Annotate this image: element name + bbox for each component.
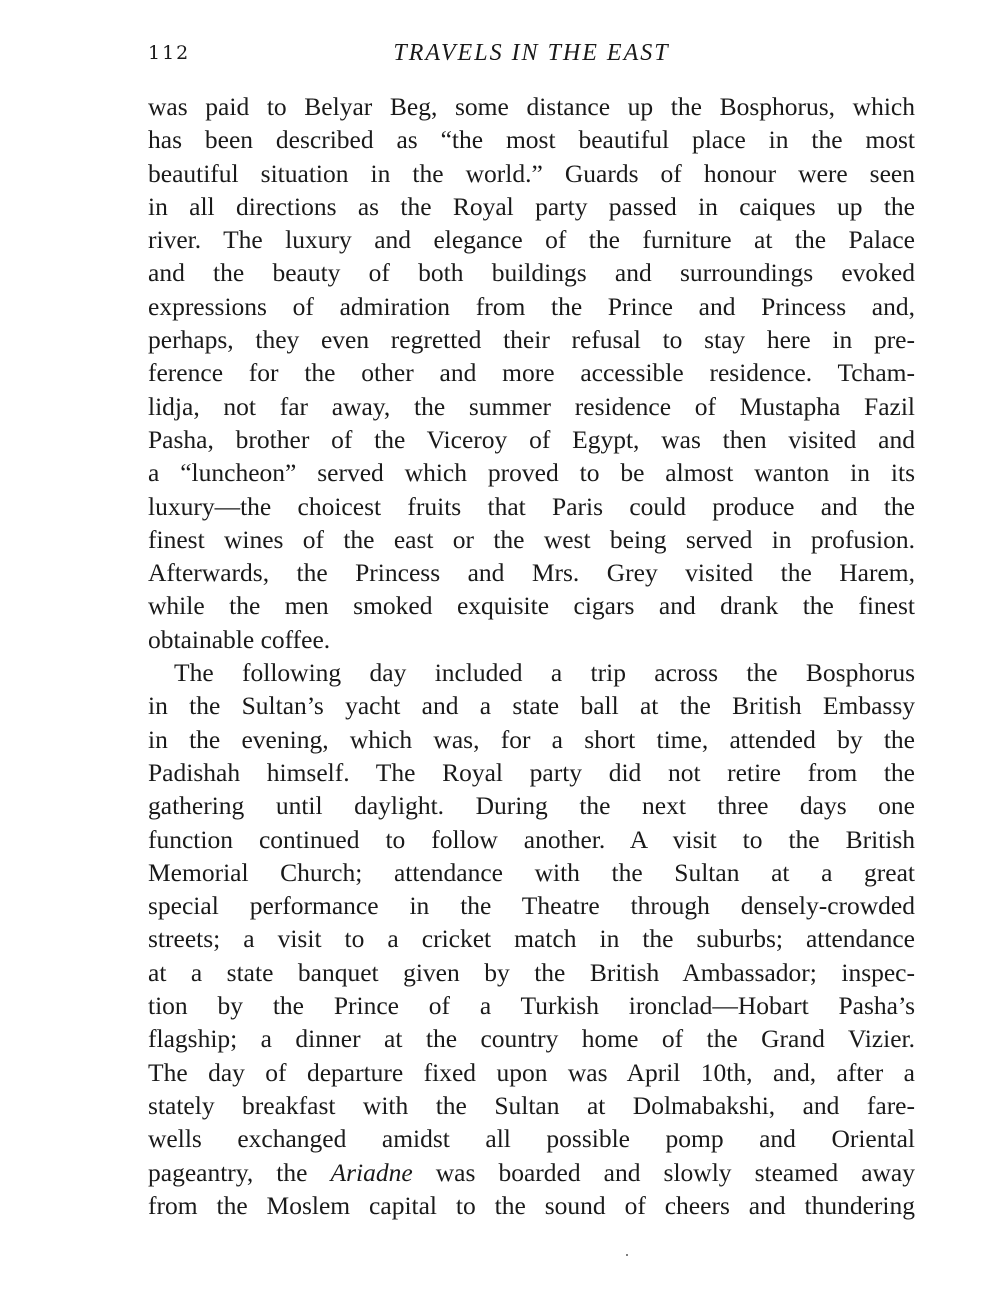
text-line: Pasha, brother of the Viceroy of Egypt, was then visited and [148, 424, 915, 454]
text-line: at a state banquet given by the British Ambassador; inspec- [148, 957, 915, 987]
running-title: TRAVELS IN THE EAST [393, 40, 670, 66]
text-line: Afterwards, the Princess and Mrs. Grey visited the Harem, [148, 558, 915, 588]
text-line: a “luncheon” served which proved to be almost wanton in its [148, 458, 915, 488]
text-line: Padishah himself. The Royal party did not retire from the [148, 757, 915, 787]
text-line: and the beauty of both buildings and surroundings evoked [148, 258, 915, 288]
text-line: stately breakfast with the Sultan at Dolmabakshi, and fare- [148, 1090, 915, 1120]
running-head [148, 36, 915, 70]
text-line: perhaps, they even regretted their refusal to stay here in pre- [148, 325, 915, 355]
text-line: beautiful situation in the world.” Guards of honour were seen [148, 158, 915, 188]
text-line: obtainable coffee. [148, 624, 331, 654]
text-line: from the Moslem capital to the sound of cheers and thundering [148, 1190, 915, 1220]
text-line: finest wines of the east or the west being served in profusion. [148, 524, 915, 554]
text-line: in all directions as the Royal party passed in caiques up the [148, 191, 915, 221]
line-text-before: pageantry, the [148, 1157, 308, 1187]
text-line: function continued to follow another. A visit to the British [148, 824, 915, 854]
text-line: in the evening, which was, for a short time, attended by the [148, 724, 915, 754]
ship-name: Ariadne [330, 1157, 413, 1187]
text-line: The day of departure fixed upon was April 10th, and, after a [148, 1057, 915, 1087]
text-line: The following day included a trip across the Bosphorus [174, 658, 915, 688]
body-text [148, 90, 915, 1222]
text-line: was paid to Belyar Beg, some distance up the Bosphorus, which [148, 92, 915, 121]
text-line: lidja, not far away, the summer residence of Mustapha Fazil [148, 391, 915, 421]
text-line: Memorial Church; attendance with the Sultan at a great [148, 857, 915, 887]
text-line: in the Sultan’s yacht and a state ball at the British Embassy [148, 691, 915, 721]
text-line: luxury—the choicest fruits that Paris could produce and the [148, 491, 915, 521]
text-line: tion by the Prince of a Turkish ironclad—Hobart Pasha’s [148, 991, 915, 1021]
paragraph-2 [148, 656, 915, 1222]
paragraph-1 [148, 90, 915, 656]
text-line: special performance in the Theatre through densely-crowded [148, 891, 915, 921]
text-line: expressions of admiration from the Prince and Princess and, [148, 291, 915, 321]
text-line: gathering until daylight. During the next three days one [148, 791, 915, 821]
text-line-with-ship-name [148, 1156, 915, 1189]
text-line: while the men smoked exquisite cigars and drank the finest [148, 591, 915, 621]
print-speck [626, 1254, 628, 1256]
page-number: 112 [148, 42, 191, 64]
text-line: has been described as “the most beautiful place in the most [148, 125, 915, 155]
line-text-after: was boarded and slowly steamed away [435, 1157, 916, 1187]
text-line: ference for the other and more accessible residence. Tcham- [148, 358, 915, 388]
text-line: streets; a visit to a cricket match in the suburbs; attendance [148, 924, 915, 954]
text-line: flagship; a dinner at the country home of the Grand Vizier. [148, 1024, 915, 1054]
text-line: river. The luxury and elegance of the furniture at the Palace [148, 225, 915, 255]
text-line: wells exchanged amidst all possible pomp and Oriental [148, 1124, 915, 1154]
